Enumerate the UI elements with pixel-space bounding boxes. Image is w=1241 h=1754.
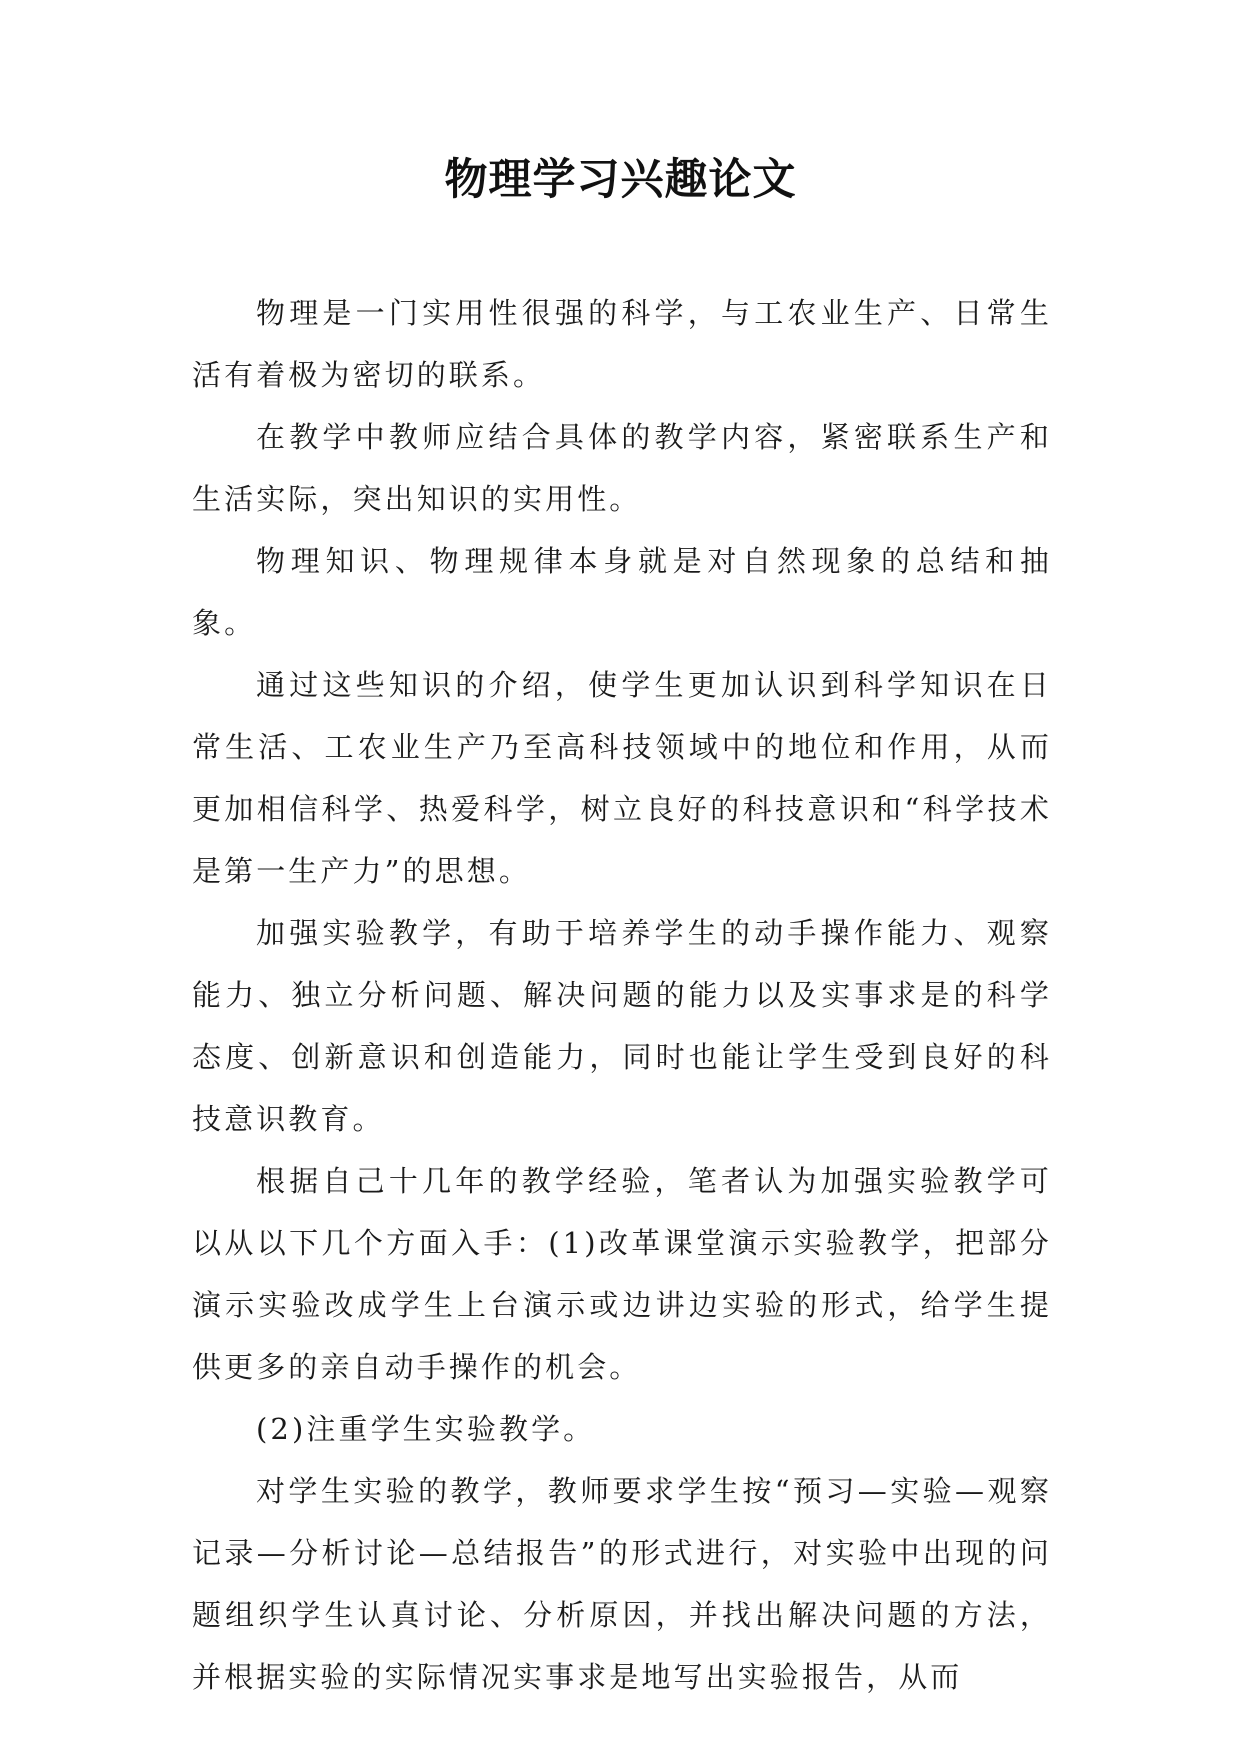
paragraph-4: 通过这些知识的介绍，使学生更加认识到科学知识在日常生活、工农业生产乃至高科技领域中的地位和作用，从而更加相信科学、热爱科学，树立良好的科技意识和“科学技术是第一生产力”的思想。 bbox=[192, 668, 1052, 888]
paragraph-1: 物理是一门实用性很强的科学，与工农业生产、日常生活有着极为密切的联系。 bbox=[192, 296, 1052, 392]
paragraph-7: (2)注重学生实验教学。 bbox=[256, 1412, 596, 1446]
paragraph-2: 在教学中教师应结合具体的教学内容，紧密联系生产和生活实际，突出知识的实用性。 bbox=[192, 420, 1052, 516]
paragraph-8: 对学生实验的教学，教师要求学生按“预习—实验—观察记录—分析讨论—总结报告”的形式进行，对实验中出现的问题组织学生认真讨论、分析原因，并找出解决问题的方法，并根据实验的实际情况实事求是地写出实验报告，从而 bbox=[192, 1474, 1052, 1694]
paragraph-3: 物理知识、物理规律本身就是对自然现象的总结和抽象。 bbox=[192, 544, 1052, 640]
document-title: 物理学习兴趣论文 bbox=[444, 155, 797, 205]
document-body bbox=[192, 282, 1052, 1708]
paragraph-6: 根据自己十几年的教学经验，笔者认为加强实验教学可以从以下几个方面入手：(1)改革课堂演示实验教学，把部分演示实验改成学生上台演示或边讲边实验的形式，给学生提供更多的亲自动手操作的机会。 bbox=[192, 1164, 1052, 1384]
paragraph-5: 加强实验教学，有助于培养学生的动手操作能力、观察能力、独立分析问题、解决问题的能力以及实事求是的科学态度、创新意识和创造能力，同时也能让学生受到良好的科技意识教育。 bbox=[192, 916, 1052, 1136]
